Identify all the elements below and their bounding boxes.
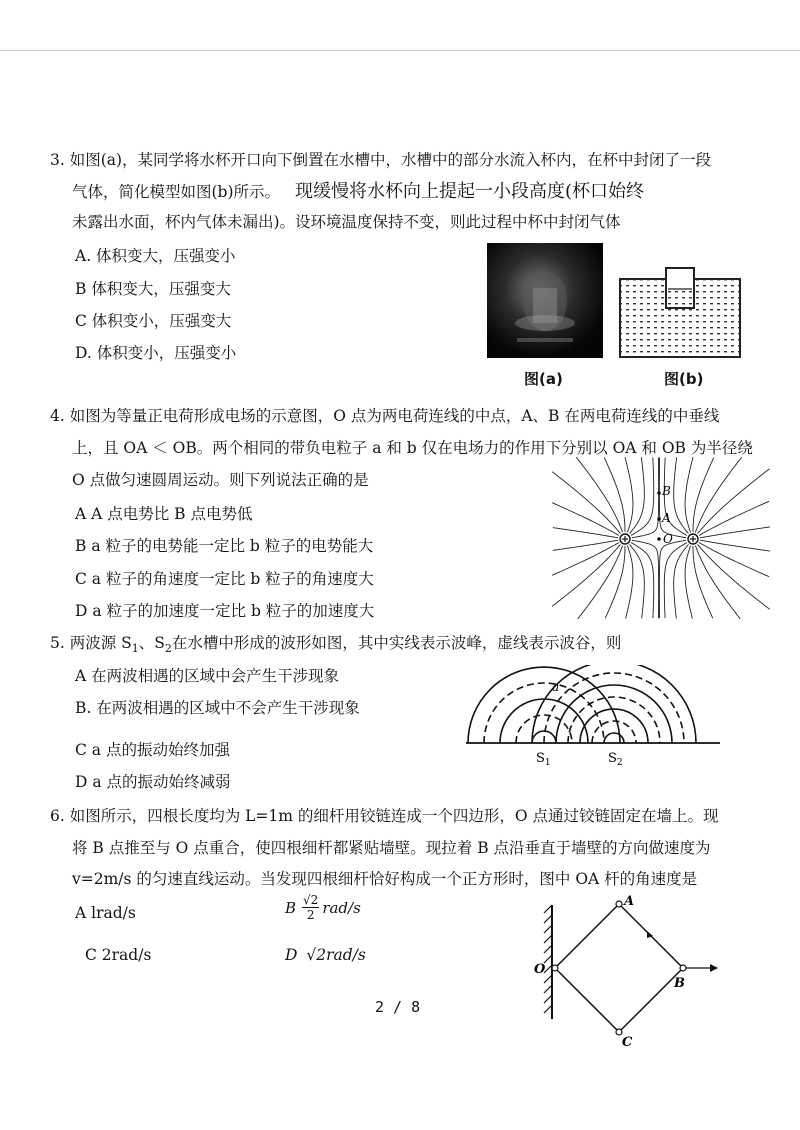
page-number: 2 / 8 <box>375 998 421 1016</box>
field-line <box>693 458 714 532</box>
q3-option-b: B 体积变大，压强变大 <box>75 280 231 298</box>
q4-line2: 上，且 OA ＜ OB。两个相同的带负电粒子 a 和 b 仅在电场力的作用下分别以 OA 和 OB 为半径绕 <box>72 439 753 457</box>
wave-arcs <box>468 665 696 743</box>
q4-line3: O 点做匀速圆周运动。则下列说法正确的是 <box>72 471 369 489</box>
q4-electric-field-figure <box>552 457 770 619</box>
hinge-a <box>616 901 622 907</box>
q3-photo-figure-a <box>487 243 603 358</box>
field-line <box>625 457 633 532</box>
q5-option-b: B. 在两波相遇的区域中不会产生干涉现象 <box>75 699 360 717</box>
label-o: O <box>663 532 673 546</box>
label-a: A <box>624 894 635 909</box>
field-line <box>700 540 770 551</box>
q4-option-b: B a 粒子的电势能一定比 b 粒子的电势能大 <box>75 537 374 555</box>
q3-line2 <box>72 182 644 202</box>
q3-line3: 未露出水面，杯内气体未漏出)。设环境温度保持不变，则此过程中杯中封闭气体 <box>72 213 621 231</box>
wave-crest-arc <box>604 733 624 743</box>
q6-option-b-numerator: √2 <box>303 893 319 907</box>
field-line <box>685 457 693 532</box>
field-line <box>552 472 620 534</box>
field-line <box>604 458 625 532</box>
square-rods <box>555 904 683 1032</box>
point-a-label: a <box>552 680 560 694</box>
q5-option-c: C a 点的振动始终加强 <box>75 741 230 759</box>
point-b-dot <box>657 491 661 495</box>
wall-hatching <box>544 905 552 1013</box>
q6-option-b-denominator: 2 <box>306 908 315 922</box>
field-line <box>700 527 770 538</box>
field-line <box>698 544 770 609</box>
q3-line2-b: 现缓慢将水杯向上提起一小段高度(杯口始终 <box>294 181 644 202</box>
field-line <box>674 544 689 618</box>
q3-figure-a-caption: 图(a) <box>524 370 563 388</box>
field-line <box>552 544 620 606</box>
q6-line1: 6. 如图所示，四根长度均为 L=1m 的细杆用铰链连成一个四边形，O 点通过铰链固定在墙上。现 <box>50 807 719 825</box>
q5-line1-pre: 5. 两波源 S <box>50 634 132 652</box>
field-line <box>695 457 741 532</box>
field-line <box>698 469 770 534</box>
field-line <box>576 457 622 532</box>
q5-option-d: D a 点的振动始终减弱 <box>75 773 231 791</box>
field-line <box>699 501 769 535</box>
q3-option-d: D. 体积变小，压强变小 <box>75 344 237 362</box>
q4-option-a: A A 点电势比 B 点电势低 <box>75 505 253 523</box>
q5-option-a: A 在两波相遇的区域中会产生干涉现象 <box>75 667 340 685</box>
label-o: O <box>534 962 546 977</box>
label-c: C <box>622 1035 633 1050</box>
q5-line1-post: 在水槽中形成的波形如图，其中实线表示波峰，虚线表示波谷，则 <box>171 634 622 652</box>
q6-linkage-figure <box>528 893 728 1053</box>
field-line <box>631 543 654 619</box>
q6-option-b-letter: B <box>285 898 297 917</box>
field-line <box>626 546 633 619</box>
label-b: B <box>674 976 685 991</box>
point-o-dot <box>657 537 661 541</box>
q4-option-c: C a 粒子的角速度一定比 b 粒子的角速度大 <box>75 570 374 588</box>
field-line <box>630 457 645 533</box>
q5-wave-interference-figure <box>466 665 720 768</box>
q6-line2: 将 B 点推至与 O 点重合，使四根细杆都紧贴墙壁。现拉着 B 点沿垂直于墙壁的方向做速度为 <box>72 839 711 857</box>
field-line <box>552 503 619 536</box>
q3-diagram-figure-b <box>618 265 744 360</box>
s1-label: $S_1$ <box>536 751 551 768</box>
q5-line1 <box>50 633 621 659</box>
field-line <box>664 543 687 619</box>
field-line <box>630 544 645 618</box>
q5-line1-mid: 、S <box>138 634 165 652</box>
q6-option-c: C 2rad/s <box>85 946 152 964</box>
q6-option-b <box>285 893 361 922</box>
field-lines <box>552 457 770 619</box>
field-line <box>693 546 713 618</box>
q6-option-b-fraction <box>302 893 319 922</box>
point-a-dot <box>657 517 661 521</box>
field-line <box>674 457 689 533</box>
field-line <box>695 546 740 619</box>
q6-option-b-unit: rad/s <box>322 898 361 917</box>
q3-option-c: C 体积变小，压强变大 <box>75 312 232 330</box>
velocity-arrowhead <box>710 964 718 972</box>
q4-option-d: D a 粒子的加速度一定比 b 粒子的加速度大 <box>75 602 375 620</box>
q6-line3: v=2m/s 的匀速直线运动。当发现四根细杆恰好构成一个正方形时，图中 OA 杆的角速度是 <box>72 870 698 888</box>
q6-option-a: A lrad/s <box>75 904 136 922</box>
field-line <box>578 546 623 619</box>
field-line <box>699 543 769 577</box>
field-line <box>685 546 692 619</box>
hinge-b <box>680 965 686 971</box>
q6-option-d <box>285 945 366 965</box>
q3-figure-b-caption: 图(b) <box>664 370 704 388</box>
field-line <box>605 546 625 618</box>
s2-label: $S_2$ <box>608 751 623 768</box>
q3-option-a: A. 体积变大，压强变小 <box>75 247 236 265</box>
page-top-border <box>0 50 800 51</box>
q6-option-d-letter: D <box>285 946 298 964</box>
q3-line2-a: 气体，简化模型如图(b)所示。 <box>72 183 281 201</box>
hinge-o <box>552 965 558 971</box>
label-a: A <box>662 511 671 525</box>
field-line <box>552 543 619 576</box>
wave-trough-arc <box>592 721 636 743</box>
q4-line1: 4. 如图为等量正电荷形成电场的示意图，O 点为两电荷连线的中点，A、B 在两电荷连线的中垂线 <box>50 407 720 425</box>
q5-sub1: 1 <box>131 642 139 656</box>
q6-option-d-value: √2rad/s <box>306 946 366 964</box>
q3-line1: 3. 如图(a)，某同学将水杯开口向下倒置在水槽中，水槽中的部分水流入杯内，在杯中封闭了一段 <box>50 151 712 169</box>
label-b: B <box>662 484 671 498</box>
q5-sub2: 2 <box>164 642 172 656</box>
